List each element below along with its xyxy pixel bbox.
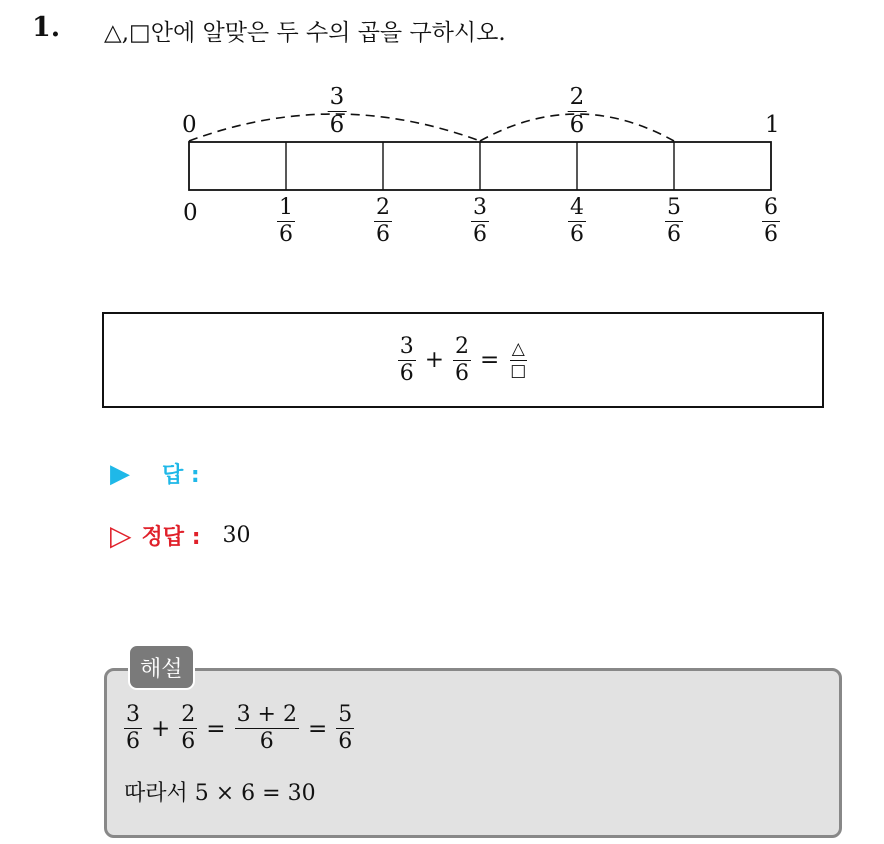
top-left-label: 0 [182, 112, 197, 138]
tick-label-3: $\frac{3}{6}$ [473, 195, 487, 247]
equals-sign: = [206, 715, 226, 742]
explanation-conclusion: 따라서 5 × 6 = 30 [124, 781, 316, 806]
equation-fraction-1: $\frac{3}{6}$ [399, 333, 414, 386]
equals-sign: = [307, 715, 328, 742]
outline-arrow-icon: ▷ [110, 519, 132, 552]
tick-label-2: $\frac{2}{6}$ [376, 195, 390, 247]
question-text: △,□안에 알맞은 두 수의 곱을 구하시오. [104, 20, 506, 46]
explanation-tab: 해설 [128, 644, 195, 690]
explanation-fraction-2: $\frac{2}{6}$ [181, 702, 196, 754]
tick-label-1: $\frac{1}{6}$ [279, 195, 293, 247]
explanation-fraction-1: $\frac{3}{6}$ [126, 702, 140, 754]
explanation-box [104, 668, 842, 838]
top-right-label: 1 [765, 112, 780, 138]
tick-label-4: $\frac{4}{6}$ [570, 195, 584, 247]
equation-box [102, 312, 824, 408]
equals-sign: = [479, 347, 500, 373]
play-arrow-icon: ▶ [110, 458, 130, 489]
tick-label-0: 0 [183, 200, 198, 226]
tick-label-5: $\frac{5}{6}$ [667, 195, 681, 247]
explanation-fraction-3: $\frac{3 + 2}{6}$ [236, 702, 297, 754]
correct-answer-value: 30 [222, 523, 251, 548]
arc2-fraction: $\frac{2}{6}$ [569, 84, 585, 138]
explanation-equation [124, 704, 354, 753]
equation-fraction-2: $\frac{2}{6}$ [454, 333, 469, 386]
number-line-diagram [0, 0, 884, 260]
answer-row [110, 458, 200, 489]
question-number: 1. [32, 12, 61, 43]
answer-label: 답 : [162, 463, 200, 488]
plus-sign: + [151, 715, 171, 742]
tick-label-6: $\frac{6}{6}$ [764, 195, 778, 247]
plus-sign: + [424, 347, 444, 373]
arc1-fraction: $\frac{3}{6}$ [329, 84, 345, 138]
explanation-fraction-4: $\frac{5}{6}$ [338, 702, 353, 754]
correct-answer-label: 정답 : [141, 525, 201, 550]
unknown-fraction [508, 338, 528, 381]
correct-answer-row [110, 519, 251, 552]
triangle-icon: △ [511, 338, 525, 359]
square-icon: □ [510, 360, 527, 381]
